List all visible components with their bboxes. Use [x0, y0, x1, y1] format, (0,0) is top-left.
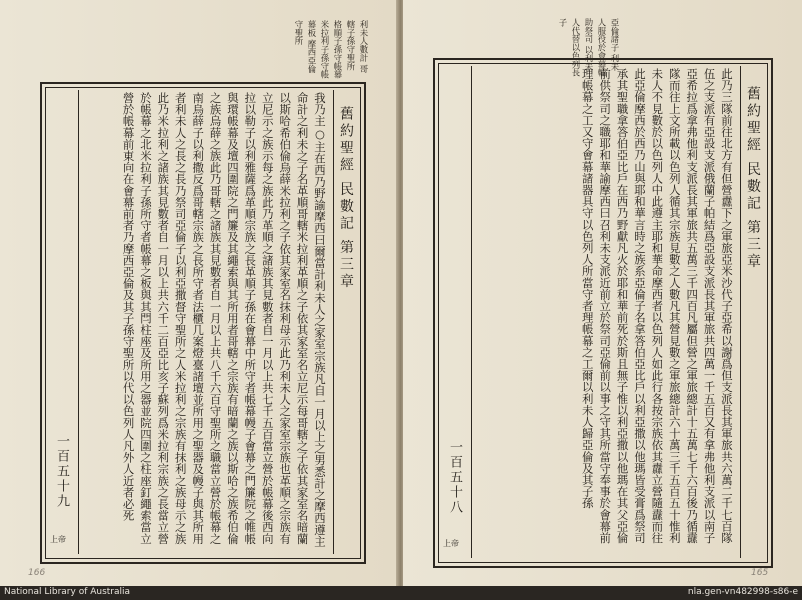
- right-body-text: 此乃三隊前往北方有但營纛下之軍旅亞米沙代子亞希以謝爲但支派長其軍旅共六萬二千七百隊伍之支派有亞設支派俄蘭子帕結爲亞設支派長其軍旅共四萬一千五百又有拿弗他利支派以南子亞希拉爲拿弗他利支派長其軍旅共五萬三千四百凡屬但營之軍旅總計十五萬七千六百後乃循纛隊而往上文所載以色列人循其宗族見數之人數凡其營見數之軍旅總計六十萬三千五百五十惟利未人不見數於以色列人中此遵主耶和華命摩西者以色列人如此行各按宗族依其纛立營隨纛而往此亞倫摩西於西乃山與耶和華言時之族系亞倫子名拿答伯亞比戶以利亞撒以他瑪皆受膏爲祭司承其聖職拿答伯亞比戶在西乃野獻凡火於耶和華前死於斯且無子惟以利亞撒以他瑪在其父亞倫前供祭司之職耶和華諭摩西曰召利未支派近前立於祭司亞倫前以事之守其所當守奉事於會幕前理帳幕之工又守會幕諸器具守以色列人所當守者理帳幕之工爾以利未人歸亞倫及其子孫: [580, 68, 734, 544]
- left-body-text: 我乃主○主在西乃野諭摩西曰爾當計利未人之家室宗族凡自一月以上之男悉計之摩西遵主命計之利未之子名革順哥轄米拉利革順之子依其家室名立尼示每哥轄之子依其家室名暗蘭以斯哈希伯倫烏薛米拉利之子依其家室名抹利母示此乃利未人之家室宗族也革順之宗族有立尼示之族示每之族此乃革順之諸族其見數者自一月以上共七千五百當立營於帳幕後西向拉以勒子以利雅薩爲革順宗族之長革順子孫在會幕中所守者帳幕幔子會幕之門簾院之帷帳與環帳幕及壇四圍院之門簾及其繩索與其所用者哥轄之宗族有暗蘭之族以斯哈之族希伯倫之族烏薛之族此乃哥轄之諸族其見數者自一月以上共八千六百守聖所之職當立營於帳幕之南烏薛子以利撒反爲哥轄宗族之長所守者法櫃几案燈臺諸壇並所用之聖器及幔子與其所用者利未人之長之長乃祭司亞倫子以利亞撒督守聖所之人米拉利之宗族有抹利之族母示之族此乃米拉利之諸族其見數者自一月以上共六千二百亞比亥子蘇列爲米拉利宗族之長當立營於帳幕之北米拉利子孫所守者帳幕之板與其閂柱座及所用之器並院四圍之柱座釘繩索當立營於帳幕前東向在會幕前者乃摩西亞倫及其子孫守聖所以代以色列人凡外人近者必死: [121, 92, 327, 547]
- left-volume-mark: 上帝: [50, 535, 66, 544]
- left-pencil-number: 166: [28, 568, 46, 578]
- right-volume-mark: 上帝: [443, 539, 459, 548]
- left-running-title: 舊約聖經 民數記 第三章: [338, 106, 354, 291]
- right-top-notes: 亞倫諸子 利未人服役於會幕輔助祭司 以利未人代替以色列長子: [558, 18, 620, 77]
- left-text-frame: [40, 82, 366, 564]
- left-page-number: 一百五十九: [54, 434, 69, 509]
- left-page: [0, 0, 398, 586]
- right-pencil-number: 165: [751, 568, 769, 578]
- scan-footer: [0, 586, 802, 600]
- right-running-title: 舊約聖經 民數記 第三章: [745, 86, 761, 271]
- item-id: nla.gen-vn482998-s86-e: [687, 587, 798, 597]
- left-top-notes: 利未人數計 哥轄子孫守聖所 格順子孫守帳幕 米拉利子孫守帳幕板 摩西亞倫守聖所: [294, 20, 369, 79]
- library-credit: National Library of Australia: [4, 587, 131, 597]
- right-page: [403, 0, 802, 586]
- right-page-number: 一百五十八: [447, 440, 462, 515]
- right-text-frame: [433, 58, 773, 568]
